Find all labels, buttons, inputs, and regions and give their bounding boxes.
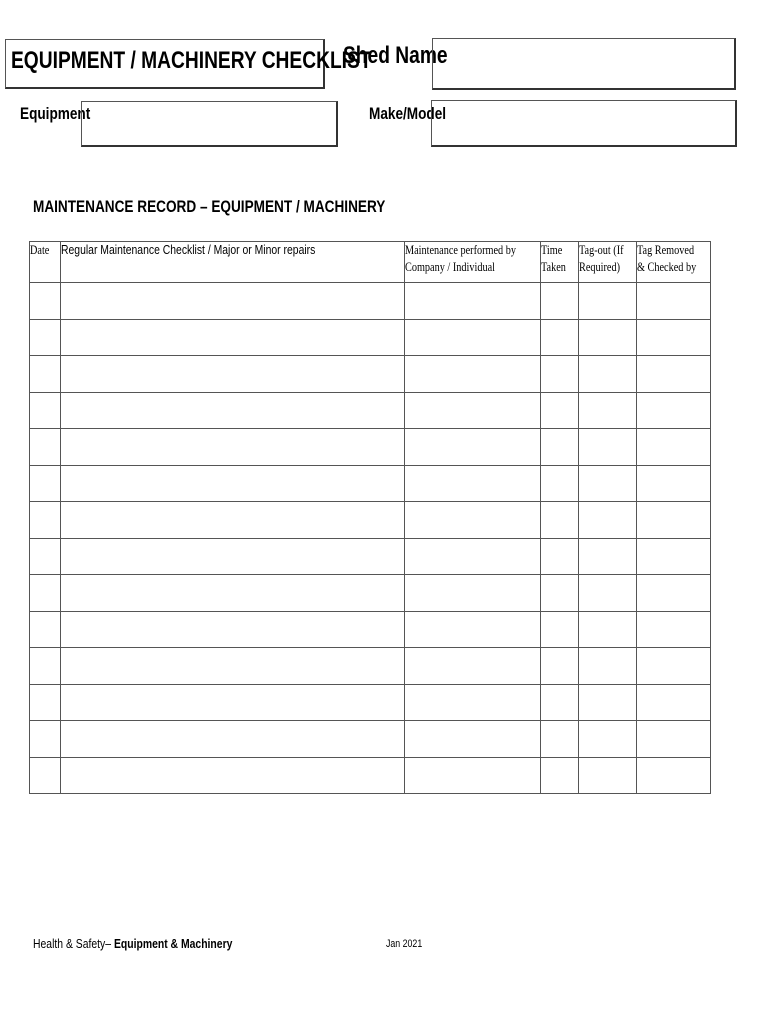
table-row (30, 502, 711, 539)
time-taken-cell[interactable] (541, 465, 579, 502)
checklist-cell[interactable] (61, 502, 405, 539)
checklist-cell[interactable] (61, 283, 405, 320)
performed-by-cell[interactable] (405, 465, 541, 502)
date-cell[interactable] (30, 538, 61, 575)
tag-out-cell[interactable] (579, 575, 637, 612)
tag-removed-cell[interactable] (637, 721, 710, 758)
column-header-time-taken: Time Taken (541, 242, 579, 283)
shed-name-label: Shed Name (343, 42, 448, 69)
tag-removed-cell[interactable] (637, 283, 710, 320)
table-row (30, 575, 711, 612)
checklist-cell[interactable] (61, 392, 405, 429)
tag-out-cell[interactable] (579, 611, 637, 648)
table-row (30, 356, 711, 393)
column-header-tag-removed: Tag Removed & Checked by (637, 242, 710, 283)
table-row (30, 283, 711, 320)
checklist-cell[interactable] (61, 429, 405, 466)
table-row (30, 648, 711, 685)
tag-out-cell[interactable] (579, 721, 637, 758)
shed-name-field[interactable] (432, 38, 736, 90)
table-row (30, 538, 711, 575)
date-cell[interactable] (30, 757, 61, 794)
time-taken-cell[interactable] (541, 283, 579, 320)
date-cell[interactable] (30, 465, 61, 502)
tag-removed-cell[interactable] (637, 757, 710, 794)
tag-out-cell[interactable] (579, 648, 637, 685)
tag-out-cell[interactable] (579, 429, 637, 466)
performed-by-cell[interactable] (405, 283, 541, 320)
column-header-tag-out: Tag-out (If Required) (579, 242, 637, 283)
checklist-cell[interactable] (61, 356, 405, 393)
performed-by-cell[interactable] (405, 502, 541, 539)
tag-out-cell[interactable] (579, 356, 637, 393)
date-cell[interactable] (30, 721, 61, 758)
date-cell[interactable] (30, 319, 61, 356)
performed-by-cell[interactable] (405, 611, 541, 648)
tag-removed-cell[interactable] (637, 392, 710, 429)
checklist-cell[interactable] (61, 648, 405, 685)
performed-by-cell[interactable] (405, 721, 541, 758)
equipment-label: Equipment (20, 104, 91, 123)
tag-removed-cell[interactable] (637, 502, 710, 539)
performed-by-cell[interactable] (405, 392, 541, 429)
time-taken-cell[interactable] (541, 721, 579, 758)
checklist-cell[interactable] (61, 757, 405, 794)
column-header-checklist: Regular Maintenance Checklist / Major or Minor repairs (61, 242, 405, 283)
time-taken-cell[interactable] (541, 648, 579, 685)
tag-out-cell[interactable] (579, 392, 637, 429)
date-cell[interactable] (30, 502, 61, 539)
tag-removed-cell[interactable] (637, 429, 710, 466)
checklist-cell[interactable] (61, 611, 405, 648)
tag-removed-cell[interactable] (637, 319, 710, 356)
date-cell[interactable] (30, 575, 61, 612)
make-model-field[interactable] (431, 100, 737, 147)
tag-out-cell[interactable] (579, 319, 637, 356)
time-taken-cell[interactable] (541, 392, 579, 429)
tag-removed-cell[interactable] (637, 465, 710, 502)
time-taken-cell[interactable] (541, 757, 579, 794)
column-header-performed-by: Maintenance performed by Company / Individual (405, 242, 541, 283)
date-cell[interactable] (30, 392, 61, 429)
date-cell[interactable] (30, 684, 61, 721)
date-cell[interactable] (30, 429, 61, 466)
footer-date: Jan 2021 (386, 938, 423, 950)
tag-removed-cell[interactable] (637, 684, 710, 721)
checklist-cell[interactable] (61, 684, 405, 721)
time-taken-cell[interactable] (541, 429, 579, 466)
table-row (30, 684, 711, 721)
checklist-cell[interactable] (61, 575, 405, 612)
tag-out-cell[interactable] (579, 502, 637, 539)
footer-document-name: Health & Safety– Equipment & Machinery (33, 936, 233, 951)
date-cell[interactable] (30, 356, 61, 393)
tag-out-cell[interactable] (579, 538, 637, 575)
tag-removed-cell[interactable] (637, 356, 710, 393)
tag-removed-cell[interactable] (637, 611, 710, 648)
performed-by-cell[interactable] (405, 575, 541, 612)
table-row (30, 392, 711, 429)
date-cell[interactable] (30, 611, 61, 648)
tag-out-cell[interactable] (579, 283, 637, 320)
checklist-cell[interactable] (61, 721, 405, 758)
maintenance-record-table (29, 241, 711, 794)
table-row (30, 757, 711, 794)
equipment-field[interactable] (81, 101, 338, 147)
date-cell[interactable] (30, 648, 61, 685)
checklist-cell[interactable] (61, 465, 405, 502)
tag-removed-cell[interactable] (637, 648, 710, 685)
time-taken-cell[interactable] (541, 611, 579, 648)
performed-by-cell[interactable] (405, 648, 541, 685)
maintenance-record-heading: MAINTENANCE RECORD – EQUIPMENT / MACHINERY (33, 197, 386, 216)
form-title-box (5, 39, 372, 89)
performed-by-cell[interactable] (405, 757, 541, 794)
time-taken-cell[interactable] (541, 356, 579, 393)
tag-out-cell[interactable] (579, 684, 637, 721)
form-title: EQUIPMENT / MACHINERY CHECKLIST (11, 47, 372, 74)
table-row (30, 465, 711, 502)
tag-out-cell[interactable] (579, 757, 637, 794)
time-taken-cell[interactable] (541, 575, 579, 612)
performed-by-cell[interactable] (405, 538, 541, 575)
performed-by-cell[interactable] (405, 429, 541, 466)
table-row (30, 611, 711, 648)
tag-removed-cell[interactable] (637, 575, 710, 612)
make-model-label: Make/Model (369, 104, 447, 123)
tag-out-cell[interactable] (579, 465, 637, 502)
tag-removed-cell[interactable] (637, 538, 710, 575)
checklist-cell[interactable] (61, 319, 405, 356)
table-row (30, 721, 711, 758)
date-cell[interactable] (30, 283, 61, 320)
time-taken-cell[interactable] (541, 502, 579, 539)
table-row (30, 319, 711, 356)
table-header-row (30, 242, 711, 283)
table-row (30, 429, 711, 466)
checklist-cell[interactable] (61, 538, 405, 575)
time-taken-cell[interactable] (541, 319, 579, 356)
time-taken-cell[interactable] (541, 684, 579, 721)
performed-by-cell[interactable] (405, 356, 541, 393)
performed-by-cell[interactable] (405, 319, 541, 356)
time-taken-cell[interactable] (541, 538, 579, 575)
column-header-date: Date (30, 242, 61, 283)
performed-by-cell[interactable] (405, 684, 541, 721)
